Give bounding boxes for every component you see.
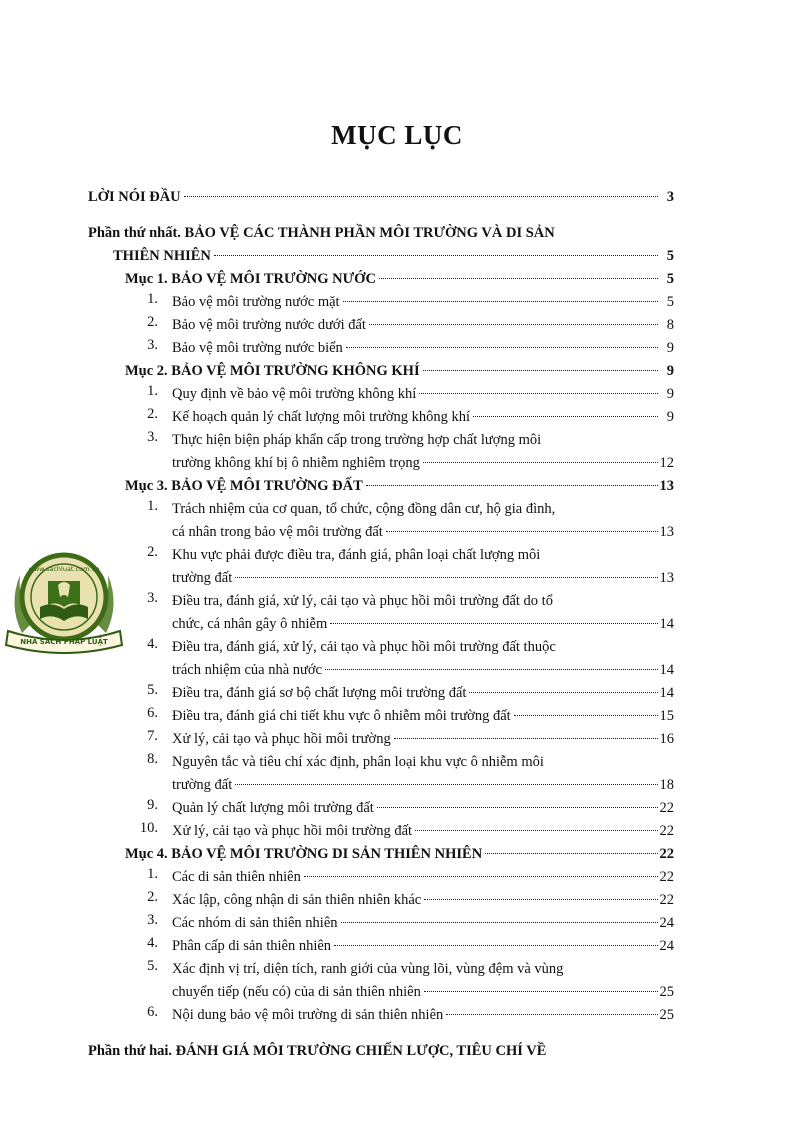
toc-item[interactable]: 2. Khu vực phải được điều tra, đánh giá, phân loại chất lượng môi trường đất 13 [147, 544, 674, 586]
toc-item[interactable]: 9. Quản lý chất lượng môi trường đất 22 [147, 797, 674, 816]
toc-item[interactable]: 2. Xác lập, công nhận di sản thiên nhiên khác 22 [147, 889, 674, 908]
toc-item[interactable]: 6. Nội dung bảo vệ môi trường di sản thiên nhiên 25 [147, 1004, 674, 1023]
toc-item[interactable]: 1. Quy định về bảo vệ môi trường không khí 9 [147, 383, 674, 402]
toc-item[interactable]: 10. Xử lý, cải tạo và phục hồi môi trường đất 22 [139, 820, 674, 839]
table-of-contents [88, 186, 674, 1063]
toc-entry-muc-3[interactable]: Mục 3. BẢO VỆ MÔI TRƯỜNG ĐẤT 13 [125, 478, 674, 494]
toc-entry-muc-1[interactable]: Mục 1. BẢO VỆ MÔI TRƯỜNG NƯỚC 5 [125, 271, 674, 287]
svg-text:NHÀ SÁCH PHÁP LUẬT: NHÀ SÁCH PHÁP LUẬT [20, 638, 108, 646]
toc-item[interactable]: 8. Nguyên tắc và tiêu chí xác định, phân loại khu vực ô nhiễm môi trường đất 18 [147, 751, 674, 793]
toc-entry-loi-noi-dau[interactable]: LỜI NÓI ĐẦU 3 [88, 189, 674, 205]
toc-item[interactable]: 5. Xác định vị trí, diện tích, ranh giới của vùng lõi, vùng đệm và vùng chuyển tiếp (nếu có) của di sản thiên nhiên 25 [147, 958, 674, 1000]
toc-entry-phan-2[interactable]: Phần thứ hai. ĐÁNH GIÁ MÔI TRƯỜNG CHIẾN LƯỢC, TIÊU CHÍ VỀ [88, 1043, 547, 1059]
toc-item[interactable]: 5. Điều tra, đánh giá sơ bộ chất lượng môi trường đất 14 [147, 682, 674, 701]
toc-item[interactable]: 1. Trách nhiệm của cơ quan, tổ chức, cộng đồng dân cư, hộ gia đình, cá nhân trong bảo vệ môi trường đất 13 [147, 498, 674, 540]
page-title: MỤC LỤC [331, 120, 463, 150]
toc-item[interactable]: 3. Điều tra, đánh giá, xử lý, cải tạo và phục hồi môi trường đất do tổ chức, cá nhân gây ô nhiễm 14 [147, 590, 674, 632]
svg-text:www.sachluat.com.vn: www.sachluat.com.vn [28, 565, 100, 573]
toc-item[interactable]: 7. Xử lý, cải tạo và phục hồi môi trường 16 [147, 728, 674, 747]
toc-entry-muc-4[interactable]: Mục 4. BẢO VỆ MÔI TRƯỜNG DI SẢN THIÊN NHIÊN 22 [125, 846, 674, 862]
toc-entry-phan-1[interactable]: Phần thứ nhất. BẢO VỆ CÁC THÀNH PHẦN MÔI TRƯỜNG VÀ DI SẢN THIÊN NHIÊN 5 [88, 225, 674, 264]
toc-item[interactable]: 4. Phân cấp di sản thiên nhiên 24 [147, 935, 674, 954]
toc-item[interactable]: 6. Điều tra, đánh giá chi tiết khu vực ô nhiễm môi trường đất 15 [147, 705, 674, 724]
toc-item[interactable]: 2. Kế hoạch quản lý chất lượng môi trường không khí 9 [147, 406, 674, 425]
toc-item[interactable]: 3. Bảo vệ môi trường nước biển 9 [147, 337, 674, 356]
toc-entry-muc-2[interactable]: Mục 2. BẢO VỆ MÔI TRƯỜNG KHÔNG KHÍ 9 [125, 363, 674, 379]
toc-item[interactable]: 2. Bảo vệ môi trường nước dưới đất 8 [147, 314, 674, 333]
toc-item[interactable]: 1. Bảo vệ môi trường nước mặt 5 [147, 291, 674, 310]
toc-item[interactable]: 4. Điều tra, đánh giá, xử lý, cải tạo và phục hồi môi trường đất thuộc trách nhiệm của nhà nước 14 [147, 636, 674, 678]
toc-item[interactable]: 3. Thực hiện biện pháp khẩn cấp trong trường hợp chất lượng môi trường không khí bị ô nhiễm nghiêm trọng 12 [147, 429, 674, 471]
toc-item[interactable]: 1. Các di sản thiên nhiên 22 [147, 866, 674, 885]
toc-item[interactable]: 3. Các nhóm di sản thiên nhiên 24 [147, 912, 674, 931]
